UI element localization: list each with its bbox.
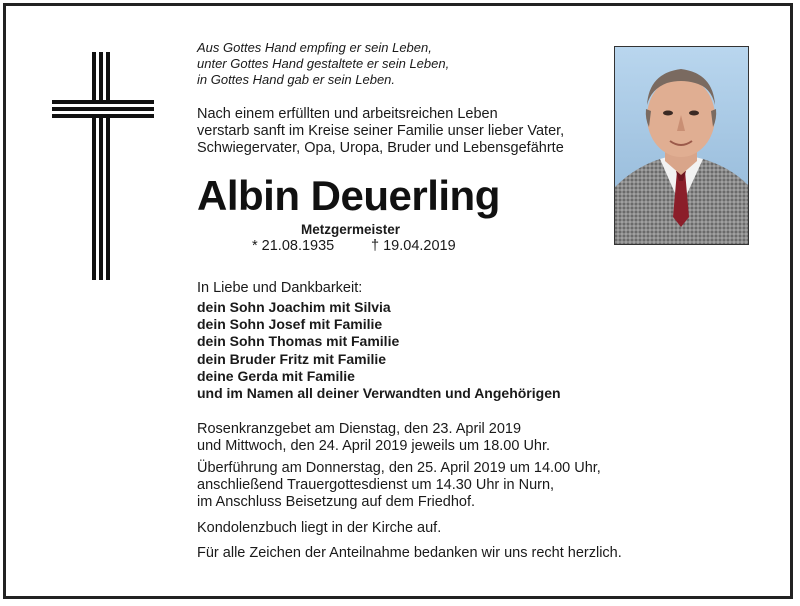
motto-verse bbox=[197, 40, 449, 88]
list-item: dein Sohn Josef mit Familie bbox=[197, 316, 383, 333]
deceased-profession: Metzgermeister bbox=[301, 222, 401, 237]
condolence-note: Kondolenzbuch liegt in der Kirche auf. bbox=[197, 520, 442, 536]
intro-line: Schwiegervater, Opa, Uropa, Bruder und Lebensgefährte bbox=[197, 140, 564, 156]
funeral-info bbox=[197, 460, 601, 511]
motto-line: in Gottes Hand gab er sein Leben. bbox=[197, 72, 396, 87]
cross-horizontal-bar bbox=[52, 100, 154, 118]
funeral-line: Überführung am Donnerstag, den 25. April 2019 um 14.00 Uhr, bbox=[197, 460, 601, 476]
funeral-line: anschließend Trauergottesdienst um 14.30 Uhr in Nurn, bbox=[197, 477, 555, 493]
intro-line: Nach einem erfüllten und arbeitsreichen Leben bbox=[197, 106, 498, 122]
birth-date: * 21.08.1935 bbox=[252, 238, 335, 254]
rosary-line: und Mittwoch, den 24. April 2019 jeweils um 18.00 Uhr. bbox=[197, 438, 551, 454]
list-item: und im Namen all deiner Verwandten und Angehörigen bbox=[197, 384, 561, 401]
death-date: † 19.04.2019 bbox=[371, 238, 456, 254]
list-item: deine Gerda mit Familie bbox=[197, 367, 355, 384]
rosary-line: Rosenkranzgebet am Dienstag, den 23. April 2019 bbox=[197, 421, 522, 437]
list-item: dein Sohn Joachim mit Silvia bbox=[197, 299, 391, 315]
closing-note: Für alle Zeichen der Anteilnahme bedanken wir uns recht herzlich. bbox=[197, 545, 622, 561]
thanks-label: In Liebe und Dankbarkeit: bbox=[197, 280, 363, 296]
motto-line: unter Gottes Hand gestaltete er sein Leben, bbox=[197, 56, 450, 71]
intro-text bbox=[197, 106, 564, 157]
deceased-name: Albin Deuerling bbox=[197, 172, 500, 219]
rosary-info bbox=[197, 421, 550, 455]
portrait-photo bbox=[614, 46, 749, 245]
intro-line: verstarb sanft im Kreise seiner Familie unser lieber Vater, bbox=[197, 123, 565, 139]
mourners-list bbox=[197, 299, 561, 402]
list-item: dein Bruder Fritz mit Familie bbox=[197, 350, 387, 367]
motto-line: Aus Gottes Hand empfing er sein Leben, bbox=[197, 40, 432, 55]
list-item: dein Sohn Thomas mit Familie bbox=[197, 333, 400, 350]
funeral-line: im Anschluss Beisetzung auf dem Friedhof. bbox=[197, 494, 476, 510]
cross-vertical-bar bbox=[92, 52, 110, 280]
